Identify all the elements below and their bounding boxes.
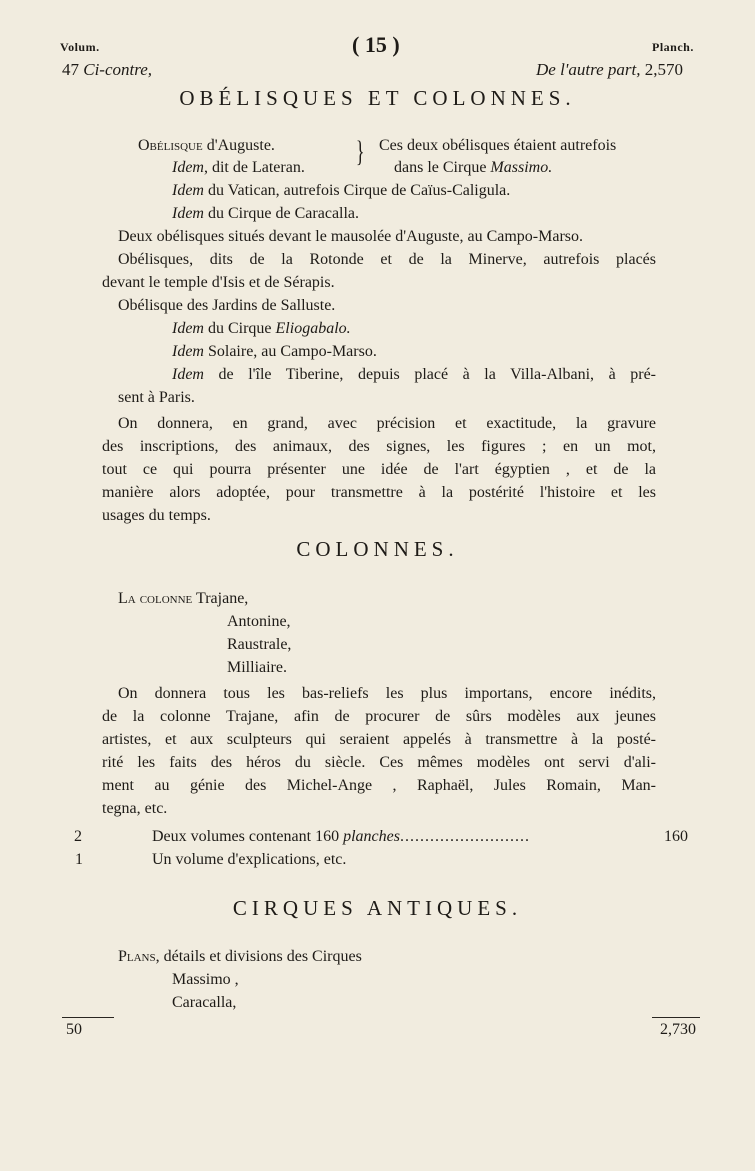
footer-volumes-total: 50 [66,1021,82,1038]
paragraph-line: de la colonne Trajane, afin de procurer de sûrs modèles aux jeunes [102,708,656,725]
paragraph-line: tegna, etc. [102,800,168,817]
carry-right-text: De l'autre part, [536,60,641,79]
footer-rule-right [652,1017,700,1018]
idem-label: Idem [172,182,204,199]
cirque-item: Caracalla, [172,994,237,1011]
colonne-item: Milliaire. [227,659,287,676]
list-item-vatican [172,180,510,202]
idem-label: Idem [172,366,204,383]
list-item-text: du Vatican, autrefois Cirque de Caïus-Caligula. [203,182,511,199]
list-item-text: du Cirque [203,320,276,337]
brace-note-line-1: Ces deux obélisques étaient autrefois [379,137,617,154]
footer-rule-left [62,1017,114,1018]
idem-label: Idem [172,205,204,222]
carry-volumes-number: 47 [62,60,79,79]
entry-description: Un volume d'explications, etc. [152,851,347,868]
list-item-eliogabalo [172,318,351,340]
paragraph-line: des inscriptions, des animaux, des signes, les figures ; en un mot, [102,438,656,455]
list-item-text: Solaire, au Campo-Marso. [203,343,377,360]
list-item-lateran [172,157,305,179]
paragraph-line: On donnera tous les bas-reliefs les plus importans, encore inédits, [118,685,656,702]
list-item-lead: Obélisque [138,137,203,154]
idem-label: Idem [172,159,204,176]
list-item-rotonde: Obélisques, dits de la Rotonde et de la Minerve, autrefois placés [118,251,656,268]
list-item-text: d'Auguste. [202,137,275,154]
list-item-tiberine [172,364,656,386]
section-title-cirques: CIRQUES ANTIQUES. [232,896,523,920]
list-item-rotonde-cont: devant le temple d'Isis et de Sérapis. [102,274,335,291]
page-number: ( 15 ) [352,32,400,57]
list-item-text: du Cirque de Caracalla. [203,205,360,222]
cirques-lead-text: , détails et divisions des Cirques [155,948,362,965]
cirques-lead-label: Plans [118,948,156,965]
colonne-item: Antonine, [227,613,291,630]
colonne-item: Trajane, [196,590,249,607]
volumes-column-label: Volum. [60,40,100,54]
carry-forward-right [536,60,683,80]
paragraph-line: artistes, et aux sculpteurs qui seraient appelés à transmettre à la posté- [102,731,656,748]
idem-label: Idem [172,320,204,337]
entry-text: Deux volumes contenant 160 [152,828,344,845]
idem-label: Idem [172,343,204,360]
section-title-colonnes: COLONNES. [296,537,459,561]
brace-note-text: dans le Cirque [394,159,491,176]
brace-note-italic: Massimo. [490,159,553,176]
paragraph-line: manière alors adoptée, pour transmettre à la postérité l'histoire et les [102,484,656,501]
paragraph-line: ment au génie des Michel-Ange , Raphaël, Jules Romain, Man- [102,777,656,794]
colonne-lead [118,588,248,610]
cirques-lead [118,946,362,968]
paragraph-line: tout ce qui pourra présenter une idée de l'art égyptien , et de la [102,461,656,478]
list-item-salluste: Obélisque des Jardins de Salluste. [118,297,336,314]
brace-symbol: } [355,135,365,168]
list-item-italic: Eliogabalo. [275,320,351,337]
paragraph-line: rité les faits des héros du siècle. Ces mêmes modèles ont servi d'ali- [102,754,656,771]
entry-description [152,826,530,848]
list-item-text: , dit de Lateran. [203,159,305,176]
leader-dots: .......................... [399,828,530,845]
carry-plates-number: 2,570 [644,60,684,79]
list-item-solaire [172,341,377,363]
carry-left-text: Ci-contre, [83,60,153,79]
footer-plates-total: 2,730 [660,1021,696,1038]
brace-note-line-2 [394,157,552,179]
list-item-obelisque-auguste [138,135,275,157]
colonne-item: Raustrale, [227,636,292,653]
list-item-tiberine-cont: sent à Paris. [118,389,195,406]
paragraph-line: usages du temps. [102,507,211,524]
list-item-mausolee: Deux obélisques situés devant le mausolée d'Auguste, au Campo-Marso. [118,228,584,245]
entry-volume-count: 2 [74,828,82,845]
plates-column-label: Planch. [652,40,694,54]
entry-italic: planches [343,828,400,845]
cirque-item: Massimo , [172,971,239,988]
list-item-caracalla [172,203,359,225]
carry-forward-left [62,60,152,80]
entry-volume-count: 1 [75,851,83,868]
entry-plates-count: 160 [664,828,688,845]
paragraph-line: On donnera, en grand, avec précision et exactitude, la gravure [118,415,656,432]
list-item-text: de l'île Tiberine, depuis placé à la Villa-Albani, à pré- [203,366,656,383]
section-title-obelisques: OBÉLISQUES ET COLONNES. [179,86,576,110]
colonne-lead-label: La colonne [118,590,193,607]
